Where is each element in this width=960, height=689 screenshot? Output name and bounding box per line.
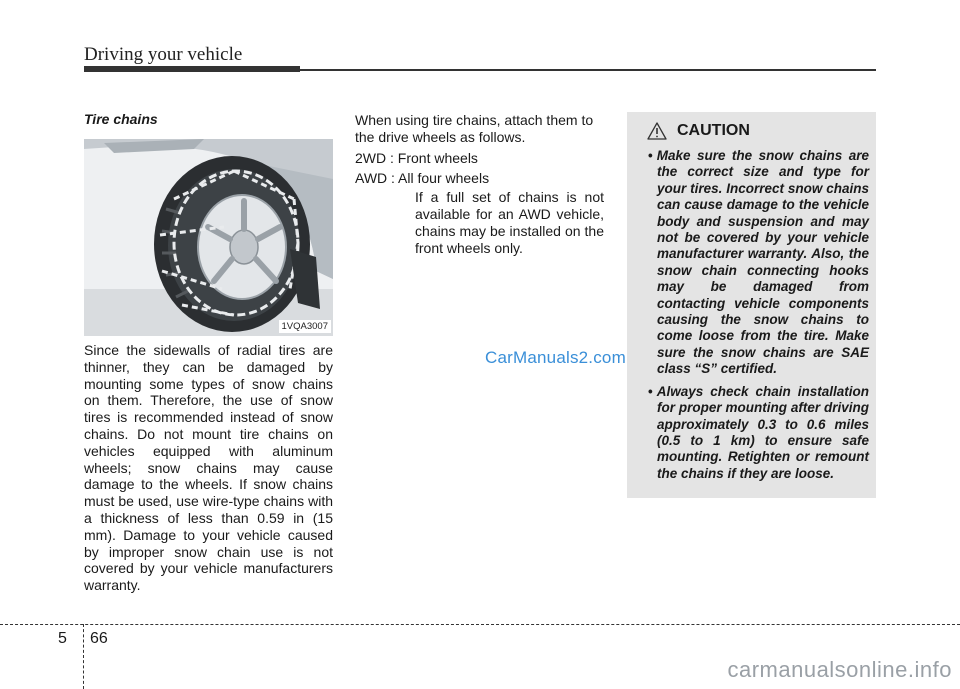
awd-note: If a full set of chains is not available for an AWD vehicle, chains may be installed on the front wheels only. (415, 189, 604, 256)
caution-item-text: Always check chain installation for proper mounting after driving approximately 0.3 to 0.6 miles (0.5 to 1 km) to ensure safe mounting. Retighten or remount the chains if they are loose. (656, 383, 869, 481)
tire-chain-illustration (84, 139, 333, 336)
drive-wheels-instructions (355, 112, 604, 256)
drive-wheels-intro: When using tire chains, attach them to the drive wheels as follows. (355, 112, 594, 145)
section-title: Tire chains (84, 111, 158, 127)
tire-chain-drawing (84, 139, 333, 336)
drive-wheels-2wd: 2WD : Front wheels (355, 149, 478, 166)
caution-title: CAUTION (677, 122, 750, 139)
site-watermark: carmanualsonline.info (727, 657, 952, 682)
figure-code-label: 1VQA3007 (279, 320, 331, 333)
caution-item (639, 384, 869, 482)
warning-triangle-icon (647, 122, 667, 140)
bullet-icon: • (648, 148, 653, 163)
header-rule-thick (84, 66, 300, 72)
caution-list (639, 148, 869, 488)
watermark-text: CarManuals2.com (485, 348, 626, 367)
bullet-icon: • (648, 383, 653, 399)
caution-item-text: Make sure the snow chains are the correct size and type for your tires. Incorrect snow chains can cause damage to the vehicle body and suspension and may not be covered by your vehicle manufacturer warranty. Also, the snow chain connecting hooks may be damaged from contacting vehicle components causing the snow chains to come loose from the tire. Make sure the snow chains are SAE class “S” certified. (656, 148, 869, 377)
caution-header (647, 122, 750, 140)
page-header-title: Driving your vehicle (84, 44, 243, 65)
header-rule-thin (300, 69, 876, 71)
caution-item (639, 148, 869, 378)
footer-divider (0, 624, 960, 625)
drive-wheels-awd: AWD : All four wheels (355, 170, 490, 187)
page-number: 66 (90, 630, 108, 647)
tire-chains-paragraph: Since the sidewalls of radial tires are thinner, they can be damaged by mounting some types of snow chains on them. Therefore, the use of snow tires is recommended instead of snow chains. Do not mount tire chains on vehicles equipped with aluminum wheels; snow chains may cause damage to the wheels. If snow chains must be used, use wire-type chains with a thickness of less than 0.59 in (15 mm). Damage to your vehicle caused by improper snow chain use is not covered by your vehicle manufacturers warranty. (84, 342, 333, 594)
caution-box (627, 112, 876, 498)
section-number: 5 (58, 630, 67, 647)
footer-vertical-divider (83, 624, 84, 689)
